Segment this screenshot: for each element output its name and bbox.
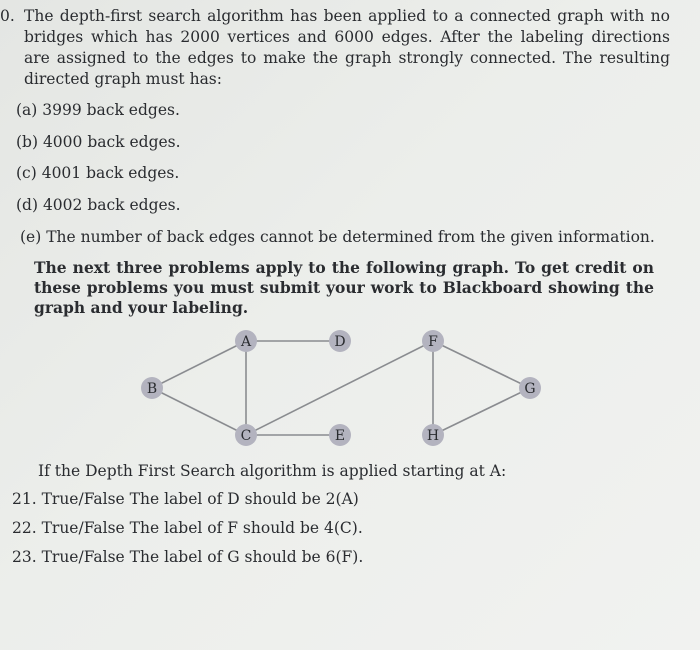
option-d: (d) 4002 back edges. (16, 196, 181, 214)
node-label-E: E (334, 428, 346, 444)
question-number: 0. (0, 7, 15, 25)
node-label-G: G (524, 381, 536, 397)
node-label-A: A (240, 334, 252, 350)
instructions: The next three problems apply to the following graph. To get credit on these problems you must submit your work to Blackboard showing the graph and your labeling. (34, 258, 654, 317)
option-b: (b) 4000 back edges. (16, 133, 181, 151)
node-label-D: D (334, 334, 346, 350)
problem-22: 22. True/False The label of F should be 4(C). (12, 519, 363, 537)
node-label-F: F (428, 334, 438, 350)
option-e: (e) The number of back edges cannot be determined from the given information. (20, 228, 655, 246)
node-label-B: B (146, 381, 158, 397)
option-a: (a) 3999 back edges. (16, 101, 180, 119)
edge-B-C (152, 388, 246, 435)
question-text: The depth-first search algorithm has been applied to a connected graph with no bridges which has 2000 vertices and 6000 edges. After the labeling directions are assigned to the edges to make the graph strongly connected. The resulting directed graph must has: (24, 7, 670, 88)
edge-G-H (433, 388, 530, 435)
problem-21: 21. True/False The label of D should be 2(A) (12, 490, 359, 508)
dfs-intro: If the Depth First Search algorithm is applied starting at A: (38, 462, 507, 480)
node-label-C: C (240, 428, 252, 444)
problem-23: 23. True/False The label of G should be 6(F). (12, 548, 364, 566)
edge-A-B (152, 341, 246, 388)
edge-F-G (433, 341, 530, 388)
edge-C-F (246, 341, 433, 435)
option-c: (c) 4001 back edges. (16, 164, 180, 182)
node-label-H: H (426, 428, 440, 444)
